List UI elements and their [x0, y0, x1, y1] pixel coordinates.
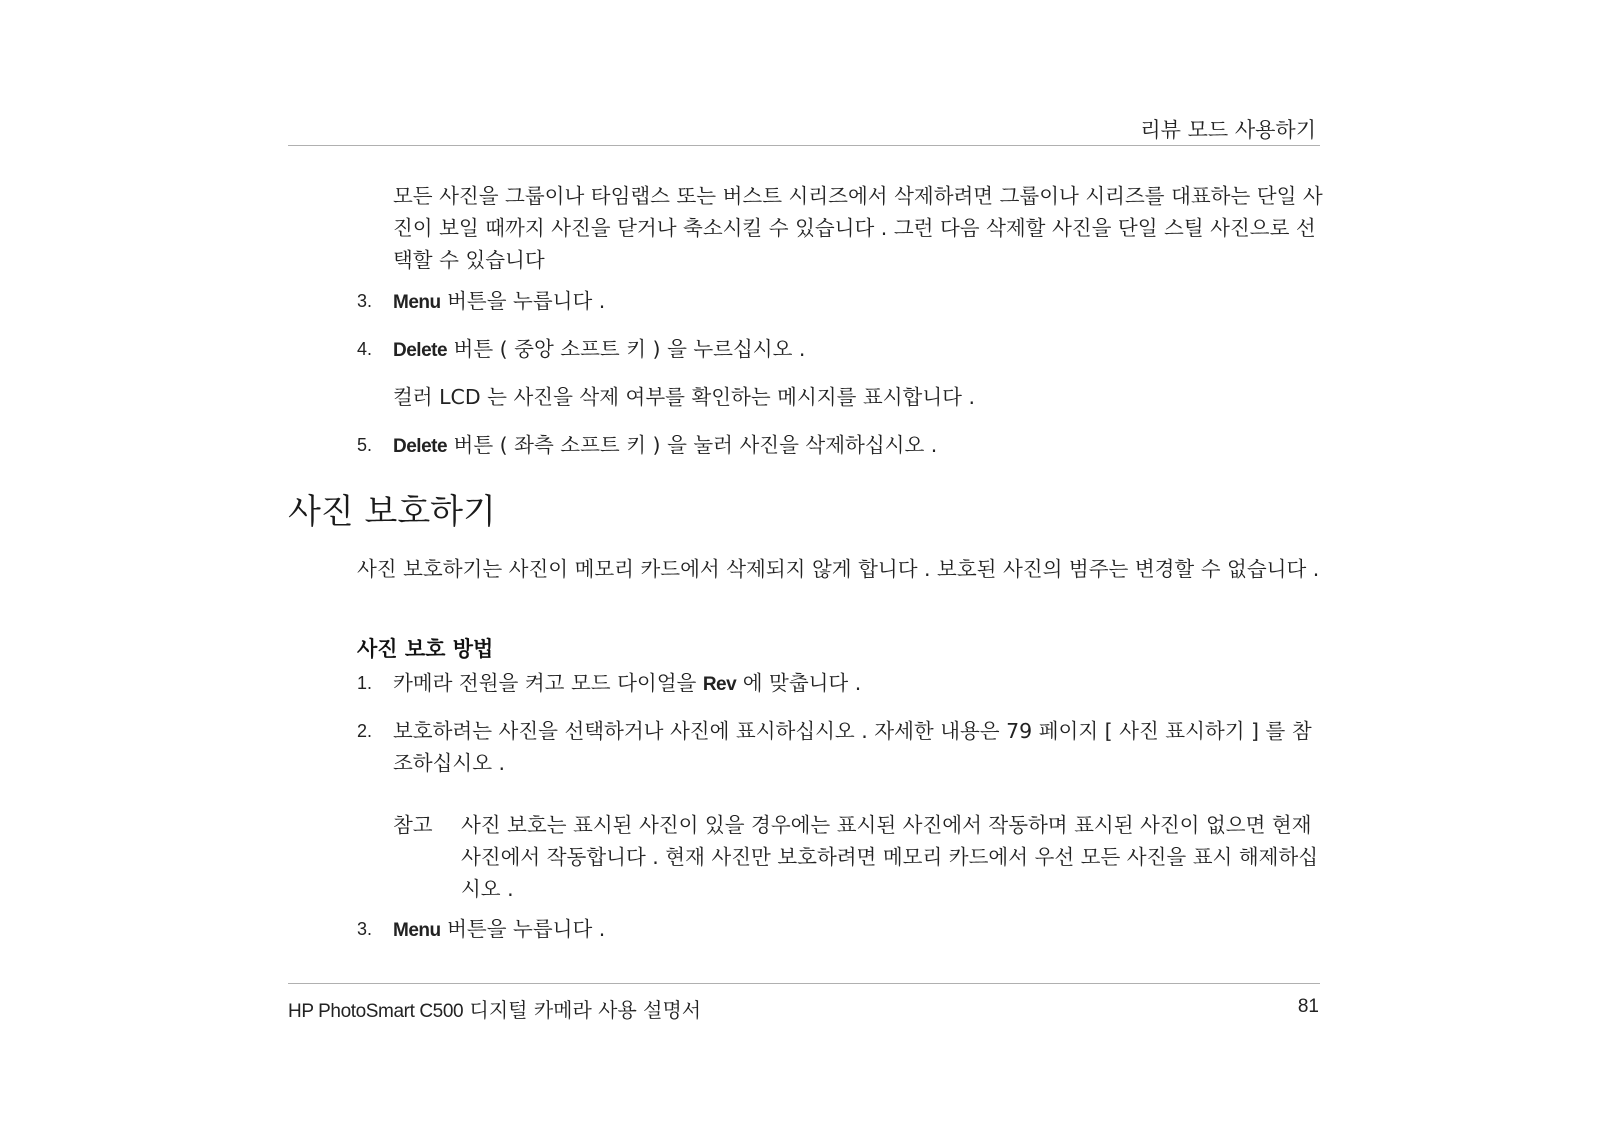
step-5-delete [357, 429, 1327, 461]
step-text: 카메라 전원을 켜고 모드 다이얼을 [393, 671, 703, 695]
rev-key-label: Rev [702, 674, 737, 695]
delete-key-label: Delete [393, 436, 448, 457]
footer-manual-title [288, 994, 701, 1023]
step-number: 3. [357, 291, 373, 311]
manual-title: 디지털 카메라 사용 설명서 [463, 998, 702, 1022]
section-title: 사진 보호하기 [288, 492, 496, 532]
menu-key-label: Menu [393, 292, 441, 313]
step-4-delete [357, 333, 1327, 365]
step-3-menu [357, 285, 1327, 317]
protect-step-1 [357, 667, 1327, 699]
step-number: 5. [357, 435, 373, 455]
step-number: 1. [357, 673, 373, 693]
page-number: 81 [1297, 996, 1319, 1017]
step-text: 보호하려는 사진을 선택하거나 사진에 표시하십시오 . 자세한 내용은 79 페이지 [ 사진 표시하기 ] 를 참조하십시오 . [393, 719, 1312, 775]
step-text: 버튼을 누릅니다 . [440, 289, 606, 313]
step-number: 4. [357, 339, 373, 359]
section-intro: 사진 보호하기는 사진이 메모리 카드에서 삭제되지 않게 합니다 . 보호된 사진의 범주는 변경할 수 없습니다 . [357, 557, 1320, 581]
note-label: 참고 [393, 813, 433, 837]
step-text: 버튼을 누릅니다 . [440, 917, 606, 941]
delete-key-label: Delete [393, 340, 448, 361]
group-delete-paragraph: 모든 사진을 그룹이나 타임랩스 또는 버스트 시리즈에서 삭제하려면 그룹이나 시리즈를 대표하는 단일 사진이 보일 때까지 사진을 닫거나 축소시킬 수 있습니다 . 그런 다음 삭제할 사진을 단일 스틸 사진으로 선택할 수 있습니다 [393, 184, 1323, 272]
step-text: 버튼 ( 좌측 소프트 키 ) 을 눌러 사진을 삭제하십시오 . [447, 433, 938, 457]
note-text: 사진 보호는 표시된 사진이 있을 경우에는 표시된 사진에서 작동하며 표시된 사진이 없으면 현재 사진에서 작동합니다 . 현재 사진만 보호하려면 메모리 카드에서 우선 모든 사진을 표시 해제하십시오 . [461, 813, 1319, 901]
lcd-message-note: 컬러 LCD 는 사진을 삭제 여부를 확인하는 메시지를 표시합니다 . [393, 385, 975, 409]
footer-divider [288, 983, 1320, 984]
procedure-heading: 사진 보호 방법 [357, 637, 494, 661]
step-number: 2. [357, 721, 373, 741]
header-divider [288, 145, 1320, 146]
step-text: 버튼 ( 중앙 소프트 키 ) 을 누르십시오 . [447, 337, 806, 361]
product-name: HP PhotoSmart C500 [288, 1001, 464, 1022]
menu-key-label: Menu [393, 920, 441, 941]
protect-step-2 [357, 715, 1327, 779]
protect-step-3-menu [357, 913, 1327, 945]
step-number: 3. [357, 919, 373, 939]
running-header: 리뷰 모드 사용하기 [1140, 118, 1316, 142]
step-text: 에 맞춥니다 . [736, 671, 862, 695]
